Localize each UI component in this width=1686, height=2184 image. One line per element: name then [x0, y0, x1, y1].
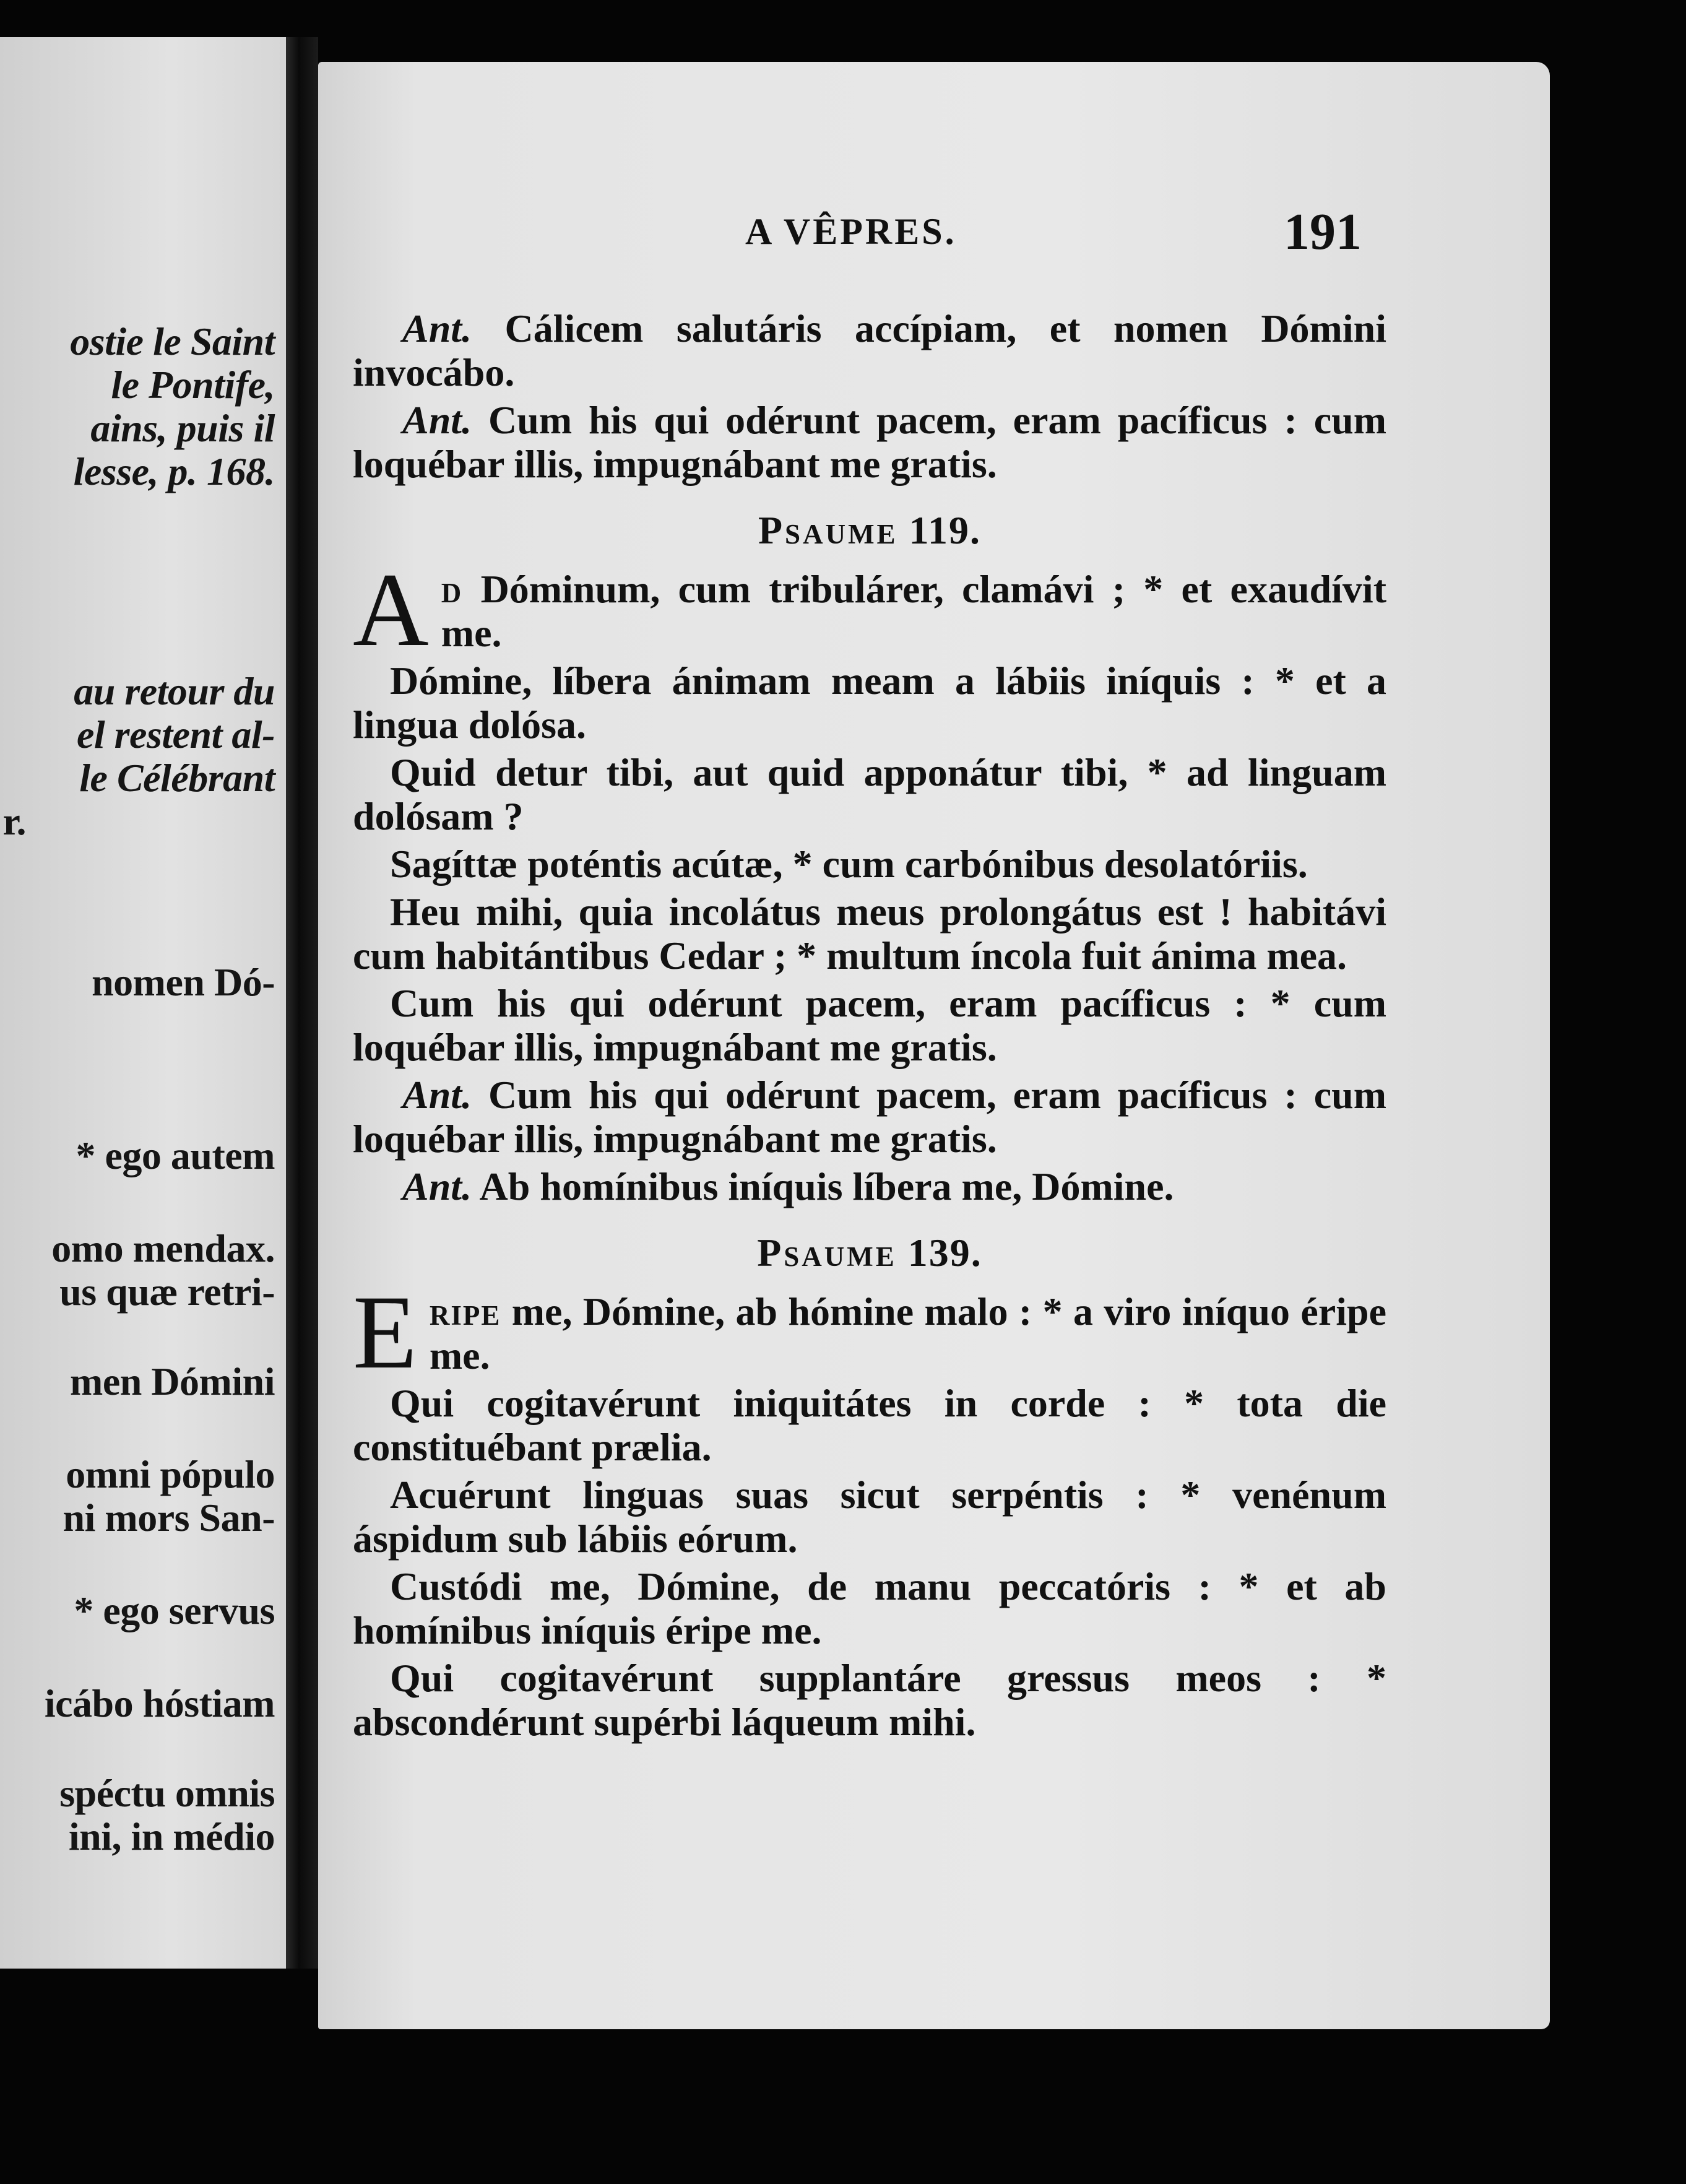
- left-page-line: us quæ retri-: [59, 1270, 275, 1314]
- psalm-verse: Dómine, líbera ánimam meam a lábiis iníquis : * et a lingua dolósa.: [353, 659, 1386, 747]
- running-title: A VÊPRES.: [745, 211, 957, 252]
- left-page-line: omo mendax.: [51, 1226, 275, 1270]
- psalm-verse: Quid detur tibi, aut quid apponátur tibi, * ad linguam dolósam ?: [353, 750, 1386, 838]
- antiphon-text: Ab homínibus iníquis líbera me, Dómine.: [479, 1164, 1174, 1208]
- previous-page-fragment: [0, 37, 286, 1969]
- psalm-verse: Cum his qui odérunt pacem, eram pacíficus : * cum loquébar illis, impugnábant me gratis.: [353, 981, 1386, 1069]
- book-gutter: [286, 37, 318, 1969]
- psalm-heading-word: Psaume: [757, 1231, 897, 1275]
- left-page-line: lesse, p. 168.: [73, 449, 275, 493]
- left-page-line: icábo hóstiam: [44, 1681, 275, 1725]
- left-page-line: * ego autem: [76, 1133, 275, 1177]
- left-page-line: omni pópulo: [66, 1452, 275, 1496]
- psalm-verse: Qui cogitavérunt iniquitátes in corde : * tota die constituébant prælia.: [353, 1381, 1386, 1469]
- psalm-heading-number: 119.: [909, 508, 982, 552]
- psalm-verse: Heu mihi, quia incolátus meus prolongátus est ! habitávi cum habitántibus Cedar ; * multum íncola fuit ánima mea.: [353, 890, 1386, 977]
- verse-text: Dóminum, cum tribulárer, clamávi ; * et exaudívit me.: [441, 567, 1387, 655]
- antiphon: [353, 306, 1386, 394]
- left-page-line: ostie le Saint: [70, 319, 275, 363]
- left-page-line: ains, puis il: [90, 406, 275, 450]
- antiphon: [353, 398, 1386, 486]
- left-page-line: le Pontife,: [111, 363, 275, 407]
- book-page: [318, 62, 1550, 2029]
- drop-cap: A: [353, 552, 429, 668]
- left-page-line: * ego servus: [74, 1588, 275, 1632]
- psalm-first-verse: [353, 552, 1387, 668]
- left-page-line: spéctu omnis: [59, 1771, 275, 1815]
- antiphon-label: Ant.: [402, 1073, 472, 1117]
- left-page-line: ini, in médio: [68, 1814, 275, 1858]
- running-head: [318, 203, 1550, 266]
- left-page-line: r.: [2, 799, 26, 843]
- psalm-heading-number: 139.: [907, 1231, 982, 1275]
- psalm-heading: [353, 508, 1386, 552]
- psalm-verse: Custódi me, Dómine, de manu peccatóris : * et ab homínibus iníquis éripe me.: [353, 1564, 1386, 1652]
- first-word: d: [441, 567, 463, 611]
- page-text: [353, 306, 1386, 1748]
- antiphon-text: Cum his qui odérunt pacem, eram pacíficus : cum loquébar illis, impugnábant me gratis.: [353, 1073, 1387, 1161]
- psalm-first-verse: [353, 1274, 1386, 1390]
- drop-cap: E: [353, 1274, 417, 1390]
- psalm-verse: Acuérunt linguas suas sicut serpéntis : * venénum áspidum sub lábiis eórum.: [353, 1473, 1386, 1561]
- psalm-heading: [353, 1231, 1386, 1275]
- antiphon-label: Ant.: [402, 1164, 472, 1208]
- left-page-line: nomen Dó-: [92, 960, 275, 1004]
- page-number: 191: [1284, 203, 1362, 261]
- antiphon-text: Cum his qui odérunt pacem, eram pacíficus : cum loquébar illis, impugnábant me gratis.: [353, 398, 1387, 486]
- antiphon: [353, 1073, 1386, 1161]
- antiphon-text: Cálicem salutáris accípiam, et nomen Dómini invocábo.: [353, 306, 1387, 394]
- left-page-line: au retour du: [74, 669, 275, 713]
- left-page-line: el restent al-: [76, 713, 275, 756]
- antiphon: [353, 1164, 1386, 1208]
- verse-text: me, Dómine, ab hómine malo : * a viro iníquo éripe me.: [429, 1289, 1386, 1377]
- psalm-verse: Sagíttæ poténtis acútæ, * cum carbónibus desolatóriis.: [390, 842, 1308, 886]
- left-page-line: men Dómini: [70, 1359, 275, 1403]
- left-page-line: ni mors San-: [63, 1496, 275, 1540]
- left-page-line: le Célébrant: [79, 756, 275, 800]
- psalm-verse: Qui cogitavérunt supplantáre gressus meos : * abscondérunt supérbi láqueum mihi.: [353, 1656, 1386, 1744]
- first-word: ripe: [429, 1289, 501, 1333]
- antiphon-label: Ant.: [402, 398, 472, 442]
- antiphon-label: Ant.: [402, 306, 472, 350]
- psalm-heading-word: Psaume: [758, 508, 898, 552]
